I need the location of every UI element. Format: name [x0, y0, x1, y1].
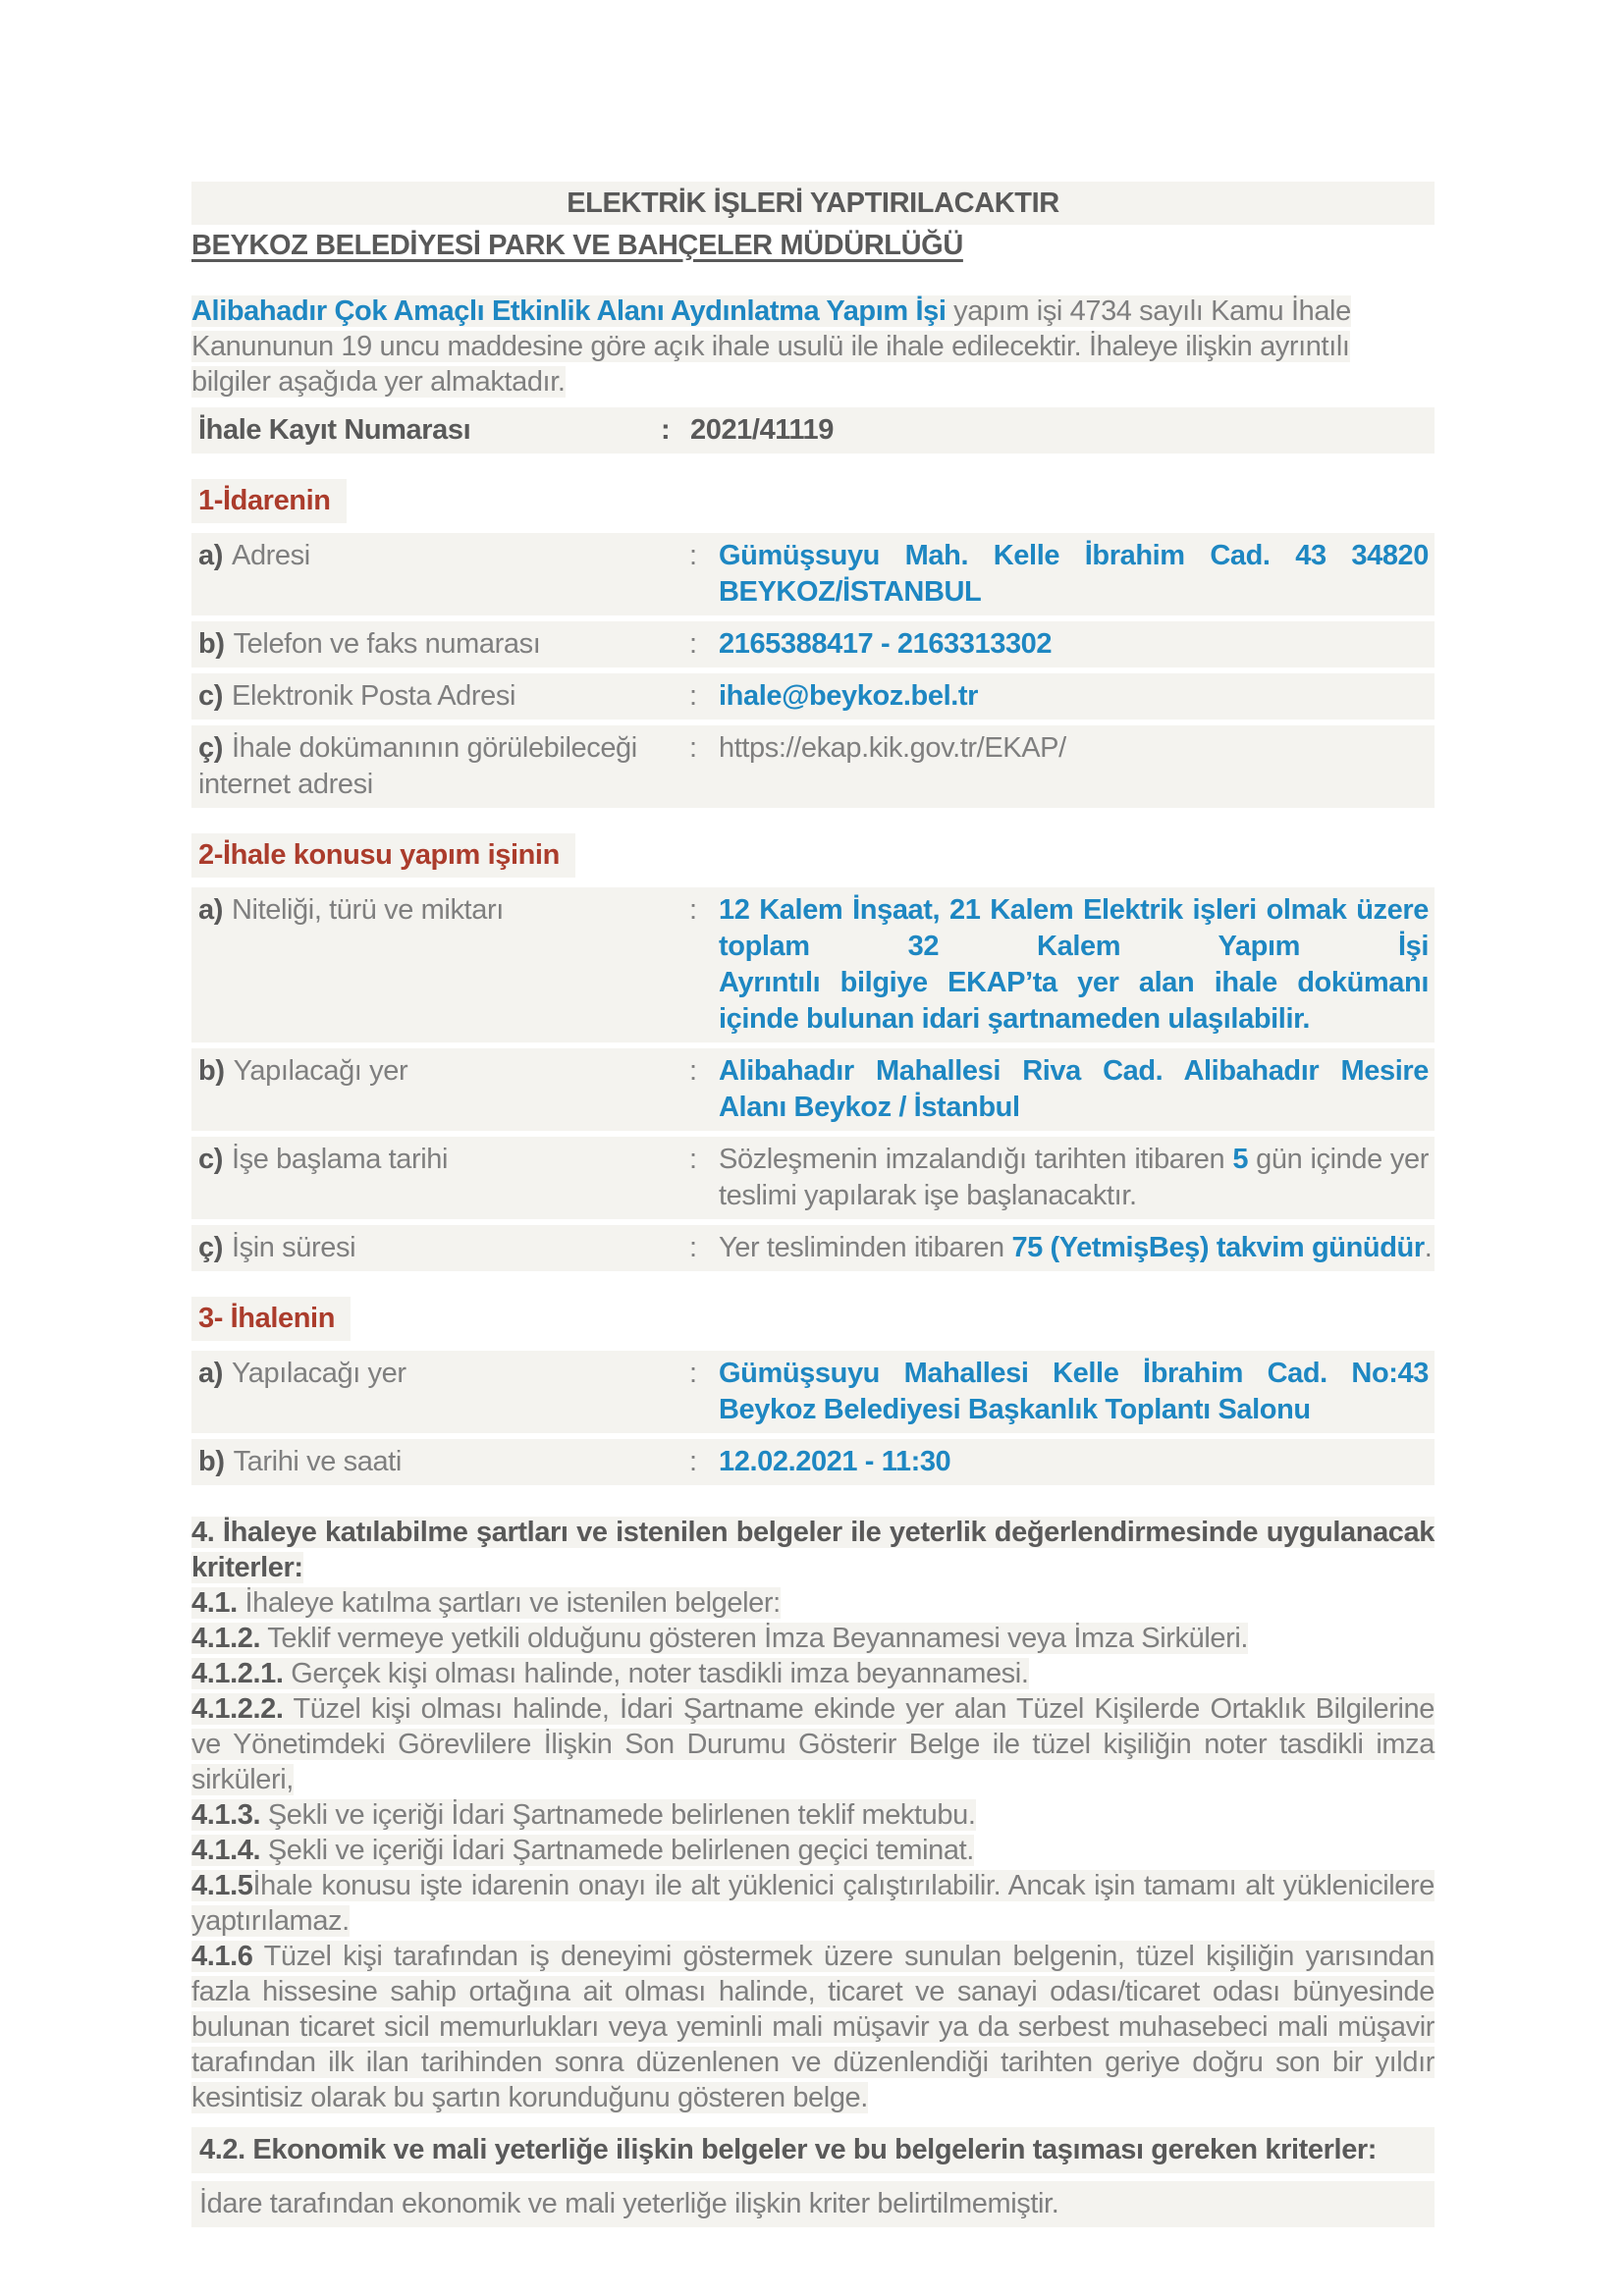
clause-4-2-body: İdare tarafından ekonomik ve mali yeterliğe ilişkin kriter belirtilmemiştir. — [191, 2181, 1435, 2227]
colon: : — [689, 732, 697, 764]
intro-paragraph — [191, 294, 1435, 400]
row-label: Yapılacağı yer — [232, 1358, 406, 1389]
section-2-table — [191, 887, 1435, 1271]
table-row — [191, 1351, 1435, 1433]
table-row — [191, 725, 1435, 808]
phone-fax-value: 2165388417 - 2163313302 — [719, 628, 1053, 660]
row-label: Yapılacağı yer — [233, 1055, 408, 1087]
clause-4-1-6: 4.1.6 Tüzel kişi tarafından iş deneyimi göstermek üzere sunulan belgenin, tüzel kişiliğin yarısından fazla hissesine sahip ortağına ait olması halinde, ticaret ve sanayi odası/ticaret odası bünyesinde bulunan ticaret sicil memurlukları veya yeminli mali müşavir ya da serbest muhasebeci mali müşavir tarafından ilk ilan tarihinden sonra düzenlenen ve düzenlendiği tarihten geriye doğru son bir yıldır kesintisiz olarak bu şartın korunduğunu gösteren belge. — [191, 1941, 1435, 2113]
colon: : — [689, 1055, 697, 1087]
section-3-table — [191, 1351, 1435, 1485]
row-prefix: c) — [198, 680, 223, 712]
row-prefix: b) — [198, 1446, 225, 1477]
table-row — [191, 407, 1435, 454]
duration-value: Yer tesliminden itibaren 75 (YetmişBeş) takvim günüdür. — [719, 1232, 1433, 1263]
work-scope-detail: Ayrıntılı bilgiye EKAP’ta yer alan ihale dokümanı içinde bulunan idari şartnameden ulaşılabilir. — [719, 967, 1429, 1035]
registration-table — [191, 407, 1435, 454]
colon: : — [689, 540, 697, 571]
work-scope-value: 12 Kalem İnşaat, 21 Kalem Elektrik işleri olmak üzere toplam 32 Kalem Yapım İşi — [719, 894, 1429, 962]
table-row — [191, 887, 1435, 1042]
row-prefix: a) — [198, 540, 223, 571]
table-row — [191, 1048, 1435, 1131]
work-location-value: Alibahadır Mahallesi Riva Cad. Alibahadır Mesire Alanı Beykoz / İstanbul — [719, 1055, 1429, 1123]
row-prefix: b) — [198, 628, 225, 660]
document-content — [191, 182, 1435, 2235]
table-row — [191, 673, 1435, 720]
start-date-value: Sözleşmenin imzalandığı tarihten itibaren 5 gün içinde yer teslimi yapılarak işe başlanacaktır. — [719, 1144, 1429, 1211]
row-label: Elektronik Posta Adresi — [232, 680, 515, 712]
row-prefix: ç) — [198, 732, 223, 764]
registration-number: 2021/41119 — [690, 414, 835, 446]
clause-4-1-4: 4.1.4. Şekli ve içeriği İdari Şartnamede belirlenen geçici teminat. — [191, 1835, 974, 1866]
address-value: Gümüşsuyu Mah. Kelle İbrahim Cad. 43 34820 BEYKOZ/İSTANBUL — [719, 540, 1429, 608]
colon: : — [689, 1144, 697, 1175]
colon: : — [689, 628, 697, 660]
email-value: ihale@beykoz.bel.tr — [719, 680, 979, 712]
document-subtitle: BEYKOZ BELEDİYESİ PARK VE BAHÇELER MÜDÜRLÜĞÜ — [191, 230, 963, 261]
row-prefix: a) — [198, 1358, 223, 1389]
section-1-table — [191, 533, 1435, 808]
table-row — [191, 1225, 1435, 1271]
clause-4-1-2: 4.1.2. Teklif vermeye yetkili olduğunu gösteren İmza Beyannamesi veya İmza Sirküleri. — [191, 1623, 1249, 1654]
clause-4-1-2-1: 4.1.2.1. Gerçek kişi olması halinde, noter tasdikli imza beyannamesi. — [191, 1658, 1029, 1689]
ekap-url-value: https://ekap.kik.gov.tr/EKAP/ — [719, 732, 1066, 764]
row-label: İşin süresi — [232, 1232, 356, 1263]
row-label: Niteliği, türü ve miktarı — [232, 894, 504, 926]
colon: : — [661, 414, 671, 446]
colon: : — [689, 1232, 697, 1263]
clause-4-1-3: 4.1.3. Şekli ve içeriği İdari Şartnamede belirlenen teklif mektubu. — [191, 1799, 976, 1831]
section-4 — [191, 1515, 1435, 2115]
start-days-number: 5 — [1232, 1144, 1249, 1175]
row-prefix: c) — [198, 1144, 223, 1175]
table-row — [191, 621, 1435, 667]
section-1-heading: 1-İdarenin — [191, 479, 347, 523]
document-title: ELEKTRİK İŞLERİ YAPTIRILACAKTIR — [191, 182, 1435, 225]
row-prefix: b) — [198, 1055, 225, 1087]
section-4-2-table — [191, 2127, 1435, 2227]
clause-4-2-heading: 4.2. Ekonomik ve mali yeterliğe ilişkin belgeler ve bu belgelerin taşıması gereken kriterler: — [191, 2127, 1435, 2173]
colon: : — [689, 680, 697, 712]
tender-location-value: Gümüşsuyu Mahallesi Kelle İbrahim Cad. No:43 Beykoz Belediyesi Başkanlık Toplantı Salonu — [719, 1358, 1429, 1425]
clause-4: 4. İhaleye katılabilme şartları ve istenilen belgeler ile yeterlik değerlendirmesinde uygulanacak kriterler: — [191, 1517, 1435, 1583]
colon: : — [689, 1446, 697, 1477]
intro-text: yapım işi 4734 sayılı Kamu İhale Kanununun 19 uncu maddesine göre açık ihale usulü ile ihale edilecektir. İhaleye ilişkin ayrıntılı bilgiler aşağıda yer almaktadır. — [191, 295, 1351, 398]
duration-days: 75 (YetmişBeş) takvim günüdür — [1011, 1232, 1425, 1263]
section-2-heading: 2-İhale konusu yapım işinin — [191, 833, 575, 878]
row-prefix: a) — [198, 894, 223, 926]
colon: : — [689, 894, 697, 926]
registration-label: İhale Kayıt Numarası — [198, 414, 471, 446]
table-row — [191, 533, 1435, 615]
project-name: Alibahadır Çok Amaçlı Etkinlik Alanı Aydınlatma Yapım İşi — [191, 295, 947, 327]
row-label: Adresi — [232, 540, 310, 571]
row-label: Tarihi ve saati — [233, 1446, 402, 1477]
row-prefix: ç) — [198, 1232, 223, 1263]
table-row — [191, 1439, 1435, 1485]
tender-datetime-value: 12.02.2021 - 11:30 — [719, 1446, 951, 1477]
section-3-heading: 3- İhalenin — [191, 1297, 351, 1341]
colon: : — [689, 1358, 697, 1389]
clause-4-1: 4.1. İhaleye katılma şartları ve istenilen belgeler: — [191, 1587, 781, 1619]
row-label: İhale dokümanının görülebileceği internet adresi — [198, 732, 637, 800]
row-label: Telefon ve faks numarası — [233, 628, 541, 660]
clause-4-1-2-2: 4.1.2.2. Tüzel kişi olması halinde, İdari Şartname ekinde yer alan Tüzel Kişilerde Ortaklık Bilgilerine ve Yönetimdeki Görevlilere İlişkin Son Durumu Gösterir Belge ile tüzel kişiliğin noter tasdikli imza sirküleri, — [191, 1693, 1435, 1795]
row-label: İşe başlama tarihi — [232, 1144, 449, 1175]
clause-4-1-5: 4.1.5İhale konusu işte idarenin onayı ile alt yüklenici çalıştırılabilir. Ancak işin tamamı alt yüklenicilere yaptırılamaz. — [191, 1870, 1435, 1937]
table-row — [191, 1137, 1435, 1219]
